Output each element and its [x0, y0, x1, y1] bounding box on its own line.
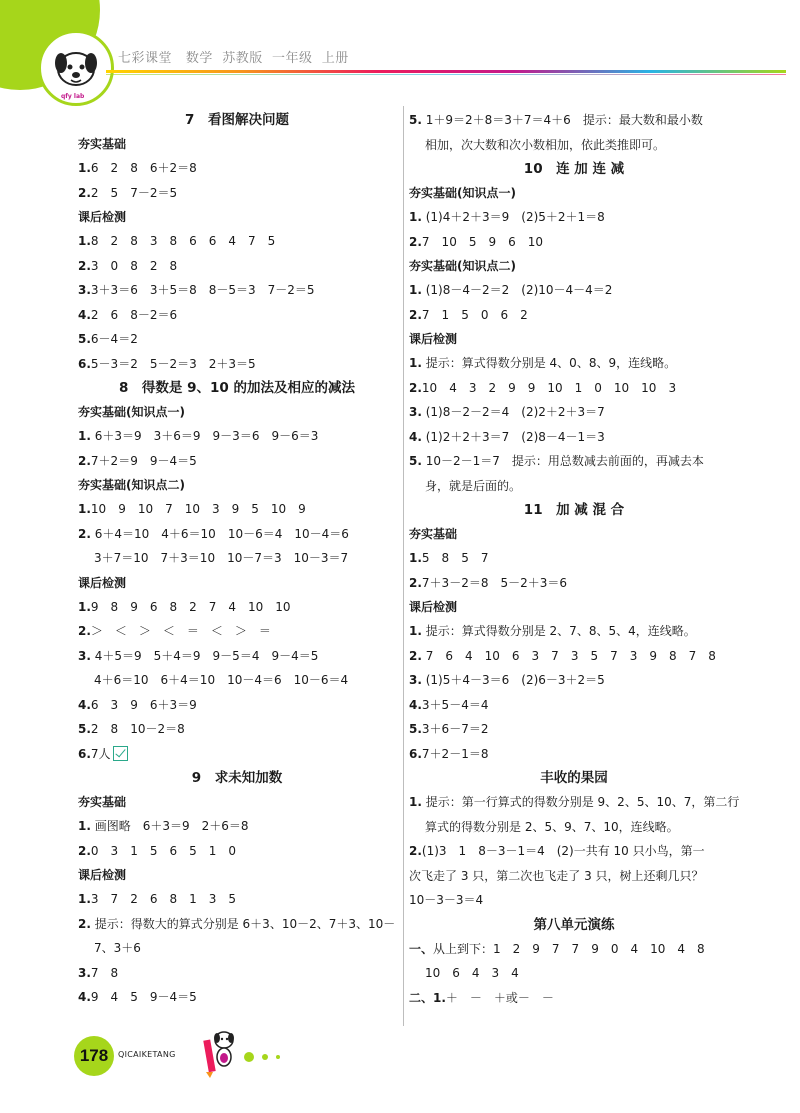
answer-line-continued: 3＋7＝10 7＋3＝10 10－7＝3 10－3＝7 [94, 551, 349, 565]
answer-line: 3.7 8 [78, 965, 119, 980]
footer-dots [244, 1049, 284, 1063]
answer-line: 4. (1)2＋2＋3＝7 (2)8－4－1＝3 [409, 429, 605, 444]
answer-line-continued: 身，就是后面的。 [425, 478, 522, 493]
answer-line: 5. 1＋9＝2＋8＝3＋7＝4＋6 提示：最大数和最小数 [409, 113, 703, 127]
answer-line: 二、1.＋ － ＋或－ － [409, 990, 554, 1005]
section-11-sub1: 夯实基础 [409, 527, 458, 541]
answer-line: 1. 提示：算式得数分别是 2、7、8、5、4，连线略。 [409, 624, 696, 638]
section-10-sub2: 夯实基础(知识点二) [409, 259, 516, 273]
section-11-sub2: 课后检测 [409, 600, 458, 614]
mascot-logo [38, 30, 114, 106]
section-8-title: 8 得数是 9、10 的加法及相应的减法 [119, 380, 355, 396]
answer-line: 5. 10－2－1＝7 提示：用总数减去前面的，再减去本 [409, 454, 704, 468]
section-8-sub1: 夯实基础(知识点一) [78, 405, 185, 419]
answer-line: 6.7人 [78, 742, 396, 767]
answer-line: 1.3 7 2 6 8 1 3 5 [78, 892, 237, 906]
column-divider [403, 106, 404, 1026]
section-9-sub2: 课后检测 [78, 868, 127, 882]
answer-line: 2.(1)3 1 8－3－1＝4 (2)一共有 10 只小鸟，第一 [409, 844, 705, 858]
answer-line: 2.7 1 5 0 6 2 [409, 307, 528, 322]
unit-8-title: 第八单元演练 [533, 916, 615, 933]
section-7-title: 7 看图解决问题 [185, 112, 289, 128]
answer-line: 1. 画图略 6＋3＝9 2＋6＝8 [78, 819, 249, 833]
answer-line: 2.7＋3－2＝8 5－2＋3＝6 [409, 575, 568, 590]
header-rule-thin [106, 74, 786, 75]
answer-line: 1. (1)4＋2＋3＝9 (2)5＋2＋1＝8 [409, 210, 605, 224]
answer-line: 5.6－4＝2 [78, 332, 138, 346]
section-9-sub1: 夯实基础 [78, 795, 127, 809]
dot-icon [276, 1055, 280, 1059]
section-7-sub1: 夯实基础 [78, 137, 127, 151]
answer-line: 3.3＋3＝6 3＋5＝8 8－5＝3 7－2＝5 [78, 283, 315, 297]
answer-line: 4.3＋5－4＝4 [409, 697, 489, 712]
section-10-sub1: 夯实基础(知识点一) [409, 186, 516, 200]
answer-line-continued: 7、3＋6 [94, 941, 141, 955]
answer-line: 1. 6＋3＝9 3＋6＝9 9－3＝6 9－6＝3 [78, 429, 319, 443]
answer-line: 2.0 3 1 5 6 5 1 0 [78, 843, 237, 858]
answer-line: 2.7＋2＝9 9－4＝5 [78, 453, 197, 468]
answer-line: 2. 6＋4＝10 4＋6＝10 10－6＝4 10－4＝6 [78, 526, 349, 541]
answer-line-continued: 算式的得数分别是 2、5、9、7、10，连线略。 [425, 819, 679, 834]
page-header [0, 0, 800, 110]
answer-line: 2. 7 6 4 10 6 3 7 3 5 7 3 9 8 7 8 [409, 648, 716, 663]
page-footer [0, 1020, 800, 1113]
answer-line: 1. (1)8－4－2＝2 (2)10－4－4＝2 [409, 283, 613, 297]
header-title [118, 47, 349, 66]
pencil-mascot-icon [202, 1026, 238, 1078]
answer-line: 3. (1)5＋4－3＝6 (2)6－3＋2＝5 [409, 673, 605, 687]
section-7-sub2: 课后检测 [78, 210, 127, 224]
checkmark-icon [113, 746, 128, 761]
answer-line: 1. 提示：算式得数分别是 4、0、8、9，连线略。 [409, 356, 677, 370]
answer-line: 2.2 5 7－2＝5 [78, 185, 178, 200]
answer-line: 2.10 4 3 2 9 9 10 1 0 10 10 3 [409, 380, 677, 395]
dot-icon [262, 1054, 268, 1060]
answer-line: 4.9 4 5 9－4＝5 [78, 990, 197, 1004]
section-9-title: 9 求未知加数 [191, 770, 283, 786]
section-8-sub3: 课后检测 [78, 575, 127, 590]
section-8-sub2: 夯实基础(知识点二) [78, 478, 185, 492]
answer-line: 2.7 10 5 9 6 10 [409, 234, 544, 249]
header-volume: 上册 [321, 51, 349, 66]
answer-line-continued: 相加，次大数和次小数相加，依此类推即可。 [425, 137, 666, 152]
footer-brand: QICAIKETANG [118, 1050, 176, 1059]
logo-text: qfy lab [61, 93, 85, 100]
answer-line: 3. 4＋5＝9 5＋4＝9 9－5＝4 9－4＝5 [78, 648, 319, 663]
answer-line: 2. 提示：得数大的算式分别是 6＋3、10－2、7＋3、10－ [78, 916, 396, 931]
answer-line: 1.10 9 10 7 10 3 9 5 10 9 [78, 502, 306, 516]
answer-line-continued: 10 6 4 3 4 [425, 966, 519, 980]
answer-line: 6.5－3＝2 5－2＝3 2＋3＝5 [78, 356, 256, 371]
answer-line: 1.5 8 5 7 [409, 551, 489, 565]
header-rule [106, 70, 786, 73]
section-11-title: 11 加 减 混 合 [523, 502, 625, 518]
answer-line-continued: 4＋6＝10 6＋4＝10 10－4＝6 10－6＝4 [94, 673, 349, 687]
answer-line: 4.2 6 8－2＝6 [78, 307, 178, 322]
section-10-title: 10 连 加 连 减 [523, 161, 625, 177]
answer-line-continued: 10－3－3＝4 [409, 893, 484, 907]
header-subject: 数学 [185, 51, 213, 66]
header-brand: 七彩课堂 [118, 51, 173, 66]
answer-line-continued: 次飞走了 3 只，第二次也飞走了 3 只，树上还剩几只？ [409, 868, 704, 883]
answer-line: 4.6 3 9 6＋3＝9 [78, 697, 197, 712]
left-column [78, 108, 396, 1010]
answer-line: 2.＞ ＜ ＞ ＜ ＝ ＜ ＞ ＝ [78, 624, 271, 638]
right-column [409, 108, 739, 1010]
answer-line: 1.9 8 9 6 8 2 7 4 10 10 [78, 599, 291, 614]
answer-line: 5.2 8 10－2＝8 [78, 722, 185, 736]
answer-line: 2.3 0 8 2 8 [78, 258, 178, 273]
page-number-badge [74, 1036, 114, 1076]
answer-line: 1. 提示：第一行算式的得数分别是 9、2、5、10、7，第二行 [409, 795, 740, 809]
dot-icon [244, 1052, 254, 1062]
answer-line: 5.3＋6－7＝2 [409, 722, 489, 736]
header-grade: 一年级 [271, 51, 313, 66]
answer-line: 一、从上到下：1 2 9 7 7 9 0 4 10 4 8 [409, 941, 705, 956]
answer-line: 6.7＋2－1＝8 [409, 746, 489, 761]
page-number: 178 [79, 1046, 109, 1065]
answer-line: 1.8 2 8 3 8 6 6 4 7 5 [78, 234, 276, 248]
section-10-sub3: 课后检测 [409, 332, 458, 346]
answer-line: 1.6 2 8 6＋2＝8 [78, 161, 197, 175]
header-edition: 苏教版 [222, 51, 263, 66]
answer-line: 3. (1)8－2－2＝4 (2)2＋2＋3＝7 [409, 405, 605, 419]
harvest-title: 丰收的果园 [540, 770, 608, 786]
